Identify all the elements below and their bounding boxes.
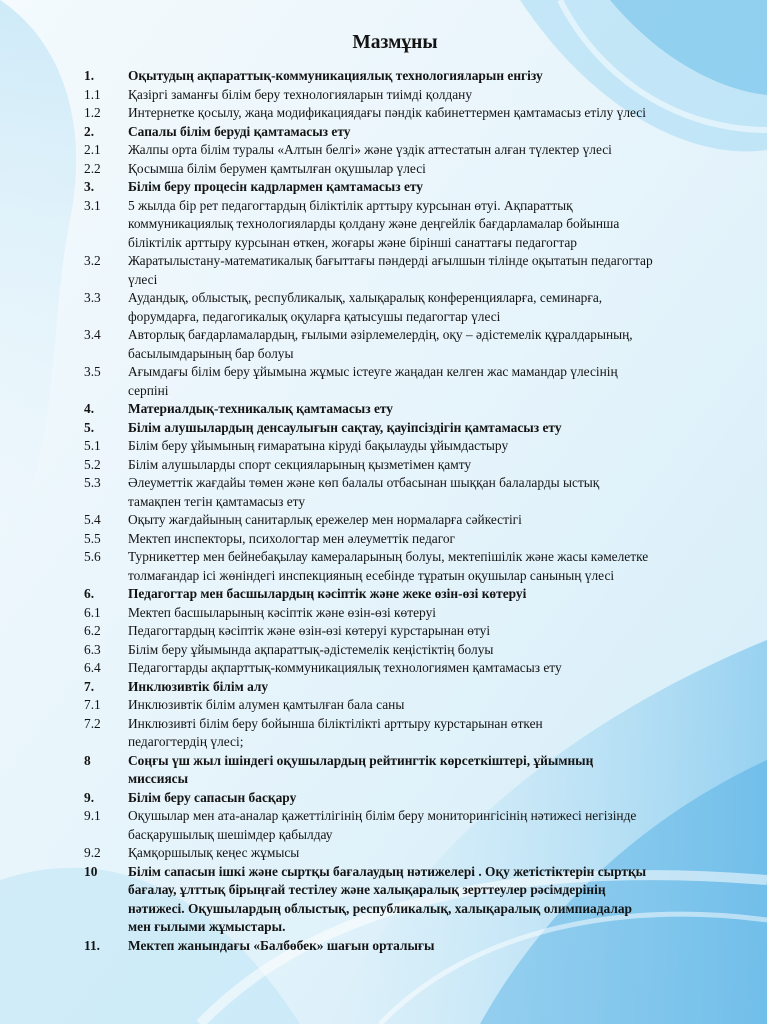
toc-entry [84,863,754,882]
toc-entry [84,659,754,678]
toc-entry-text: Білім беру ұйымының ғимаратына кіруді бақылауды ұйымдастыру [128,438,509,453]
toc-entry-text: Ағымдағы білім беру ұйымына жұмыс істеуге жаңадан келген жас мамандар үлесінің [128,364,618,379]
toc-entry-number: 5. [84,419,95,435]
toc-entry [84,604,754,623]
toc-entry [84,807,754,826]
toc-entry-number [84,733,128,752]
toc-entry [84,641,754,660]
toc-entry-text: Соңғы үш жыл ішіндегі оқушылардың рейтингтік көрсеткіштері, ұйымның [128,752,594,768]
toc-entry [84,141,754,160]
toc-entry-text: Педагогтар мен басшылардың кәсіптік және жеке өзін-өзі көтеруі [128,586,527,601]
toc-entry-text: Білім алушыларды спорт секцияларының қызметімен қамту [128,456,472,472]
toc-entry [84,197,754,216]
toc-entry [84,289,754,308]
toc-entry [84,918,754,937]
toc-entry-text: нәтижесі. Оқушылардың облыстық, республикалық, халықаралық олимпиадалар [128,900,632,916]
toc-entry [84,937,754,956]
toc-entry-number: 5.3 [84,475,101,490]
toc-entry-text: Әлеуметтік жағдайы төмен және көп балалы отбасынан шыққан балаларды ыстық [128,475,600,490]
toc-entry-text: Педагогтардың кәсіптік және өзін-өзі көтеруі курстарынан өтуі [128,623,491,638]
toc-entry [84,548,754,567]
toc-entry [84,437,754,456]
toc-entry-text: Мектеп инспекторы, психологтар мен әлеуметтік педагог [128,530,456,546]
toc-entry-text: коммуникациялық технологияларды қолдану және деңгейлік бағдарламалар бойынша [128,216,620,231]
toc-entry-number: 6.2 [84,623,101,638]
toc-entry-text: миссиясы [128,771,189,786]
toc-entry-number: 5.5 [84,530,101,546]
toc-entry-text: толмағандар ісі жөніндегі инспекцияның есебінде тұратын оқушылар санының үлесі [128,567,615,583]
toc-entry-number: 9.2 [84,845,101,860]
toc-entry-number: 6.1 [84,604,101,620]
toc-entry-number: 4. [84,401,95,416]
toc-entry [84,382,754,401]
toc-entry-text: Инклюзивті білім беру бойынша біліктілікті арттыру курстарынан өткен [128,715,543,731]
toc-entry-number [84,215,128,234]
toc-entry [84,844,754,863]
toc-entry-number [84,308,128,327]
toc-entry-number [84,900,128,919]
toc-entry-number [84,234,128,253]
toc-entry-text: Мектеп басшыларының кәсіптік және өзін-өзі көтеруі [128,604,436,620]
toc-entry-number: 3.4 [84,327,101,342]
toc-entry [84,530,754,549]
toc-entry-number: 3.1 [84,197,101,213]
toc-entry [84,622,754,641]
toc-entry [84,419,754,438]
toc-entry [84,678,754,697]
toc-entry-text: басқарушылық шешімдер қабылдау [128,826,333,842]
toc-entry-text: Қамқоршылық кеңес жұмысы [128,845,300,860]
toc-entry-text: басылымдарының бар болуы [128,345,294,361]
toc-entry [84,511,754,530]
toc-entry-number: 7.1 [84,697,101,712]
toc-entry-number [84,271,128,290]
toc-entry-text: Жалпы орта білім туралы «Алтын белгі» және үздік аттестатын алған түлектер үлесі [128,142,612,157]
table-of-contents [84,67,754,955]
toc-entry-text: форумдарға, педагогикалық оқуларға қатысушы педагогтар үлесі [128,308,501,324]
toc-entry [84,493,754,512]
toc-entry-text: Авторлық бағдарламалардың, ғылыми әзірлемелердің, оқу – әдістемелік құралдарының, [128,327,633,342]
toc-entry-number [84,382,128,401]
toc-entry-text: Сапалы білім беруді қамтамасыз ету [128,123,351,139]
toc-entry-text: Жаратылыстану-математикалық бағыттағы пәндерді ағылшын тілінде оқытатын педагогтар [128,253,653,268]
toc-entry-text: педагогтердің үлесі; [128,734,244,749]
toc-entry-number [84,826,128,845]
toc-entry-text: Оқытудың ақпараттық-коммуникациялық технологияларын енгізу [128,68,543,83]
toc-entry [84,160,754,179]
toc-entry [84,86,754,105]
toc-entry [84,770,754,789]
toc-entry-text: Білім сапасын ішкі және сыртқы бағалаудың нәтижелері . Оқу жетістіктерін сыртқы [128,863,647,879]
toc-entry-number: 2.2 [84,160,101,176]
toc-entry-number: 3.2 [84,253,101,268]
toc-entry [84,363,754,382]
toc-entry-number: 5.2 [84,456,101,472]
toc-entry-number: 7. [84,678,95,694]
toc-entry [84,215,754,234]
toc-entry-number: 3.3 [84,290,101,305]
toc-entry-text: Интернетке қосылу, жаңа модификациядағы пәндік кабинеттермен қамтамасыз етілу үлесі [128,105,646,120]
toc-entry-text: Аудандық, облыстық, республикалық, халықаралық конференцияларға, семинарға, [128,290,603,305]
toc-entry-number: 5.6 [84,549,101,564]
toc-entry-number: 11. [84,937,100,953]
toc-entry-text: серпіні [128,382,169,398]
toc-entry-text: біліктілік арттыру курсынан өткен, жоғары және бірінші санаттағы педагогтар [128,234,577,250]
toc-entry-text: Қосымша білім берумен қамтылған оқушылар үлесі [128,160,426,176]
toc-entry [84,178,754,197]
toc-entry-text: тамақпен тегін қамтамасыз ету [128,493,306,509]
toc-entry [84,252,754,271]
toc-entry [84,585,754,604]
toc-entry-text: үлесі [128,271,158,287]
toc-entry [84,900,754,919]
toc-entry-text: Инклюзивтік білім алумен қамтылған бала саны [128,697,405,712]
toc-entry-number [84,345,128,364]
toc-entry-text: Оқушылар мен ата-аналар қажеттілігінің білім беру мониторингісінің нәтижесі негізінде [128,808,637,823]
toc-entry-text: Қазіргі заманғы білім беру технологияларын тиімді қолдану [128,86,473,102]
toc-entry-text: Мектеп жанындағы «Балбөбек» шағын орталығы [128,937,435,953]
toc-entry [84,271,754,290]
toc-entry-number: 6.4 [84,660,101,675]
toc-entry-text: Педагогтарды ақпарттық-коммуникациялық технологиямен қамтамасыз ету [128,660,562,675]
toc-entry-number: 1.1 [84,86,101,102]
toc-entry-number: 1. [84,68,95,83]
toc-entry-text: Білім беру ұйымында ақпараттық-әдістемелік кеңістіктің болуы [128,641,494,657]
toc-entry [84,696,754,715]
toc-entry-number [84,881,128,900]
toc-entry [84,123,754,142]
toc-entry-number [84,567,128,586]
toc-entry [84,67,754,86]
toc-entry-number: 7.2 [84,715,101,731]
toc-entry-number: 6.3 [84,641,101,657]
toc-entry-number: 3.5 [84,364,101,379]
toc-entry-text: Инклюзивтік білім алу [128,678,269,694]
toc-entry-number: 10 [84,863,98,879]
toc-entry-text: 5 жылда бір рет педагогтардың біліктілік арттыру курсынан өтуі. Ақпараттық [128,197,573,213]
toc-entry-text: Білім беру процесін кадрлармен қамтамасыз ету [128,179,423,194]
toc-entry-number [84,493,128,512]
toc-entry-number: 9. [84,789,95,805]
toc-entry [84,567,754,586]
toc-entry-number: 1.2 [84,105,101,120]
toc-entry-number: 5.1 [84,438,101,453]
toc-entry [84,881,754,900]
toc-entry-number: 6. [84,586,95,601]
toc-entry [84,789,754,808]
page-title: Мазмұны [352,32,438,53]
toc-entry-number: 2. [84,123,95,139]
toc-entry [84,308,754,327]
toc-entry-text: Турникеттер мен бейнебақылау камераларының болуы, мектепішілік және жасы кәмелетке [128,549,649,564]
toc-entry-text: бағалау, ұлттық бірыңғай тестілеу және халықаралық зерттеулер рәсімдерінің [128,882,606,897]
toc-entry-number [84,918,128,937]
toc-entry [84,826,754,845]
toc-entry-number [84,770,128,789]
toc-entry-text: Оқыту жағдайының санитарлық ережелер мен нормаларға сәйкестігі [128,512,522,527]
toc-entry [84,104,754,123]
toc-entry [84,400,754,419]
toc-entry [84,733,754,752]
toc-entry-number: 2.1 [84,142,101,157]
toc-entry-number: 3. [84,179,95,194]
toc-entry-number: 8 [84,752,91,768]
toc-entry [84,345,754,364]
toc-entry [84,456,754,475]
toc-entry [84,326,754,345]
toc-entry [84,474,754,493]
toc-entry [84,752,754,771]
toc-entry-number: 5.4 [84,512,101,527]
toc-entry-text: мен ғылыми жұмыстары. [128,919,286,934]
toc-entry-text: Білім алушылардың денсаулығын сақтау, қауіпсіздігін қамтамасыз ету [128,419,562,435]
toc-entry [84,234,754,253]
toc-entry-text: Материалдық-техникалық қамтамасыз ету [128,401,393,416]
toc-entry-number: 9.1 [84,808,101,823]
toc-entry-text: Білім беру сапасын басқару [128,789,297,805]
toc-entry [84,715,754,734]
